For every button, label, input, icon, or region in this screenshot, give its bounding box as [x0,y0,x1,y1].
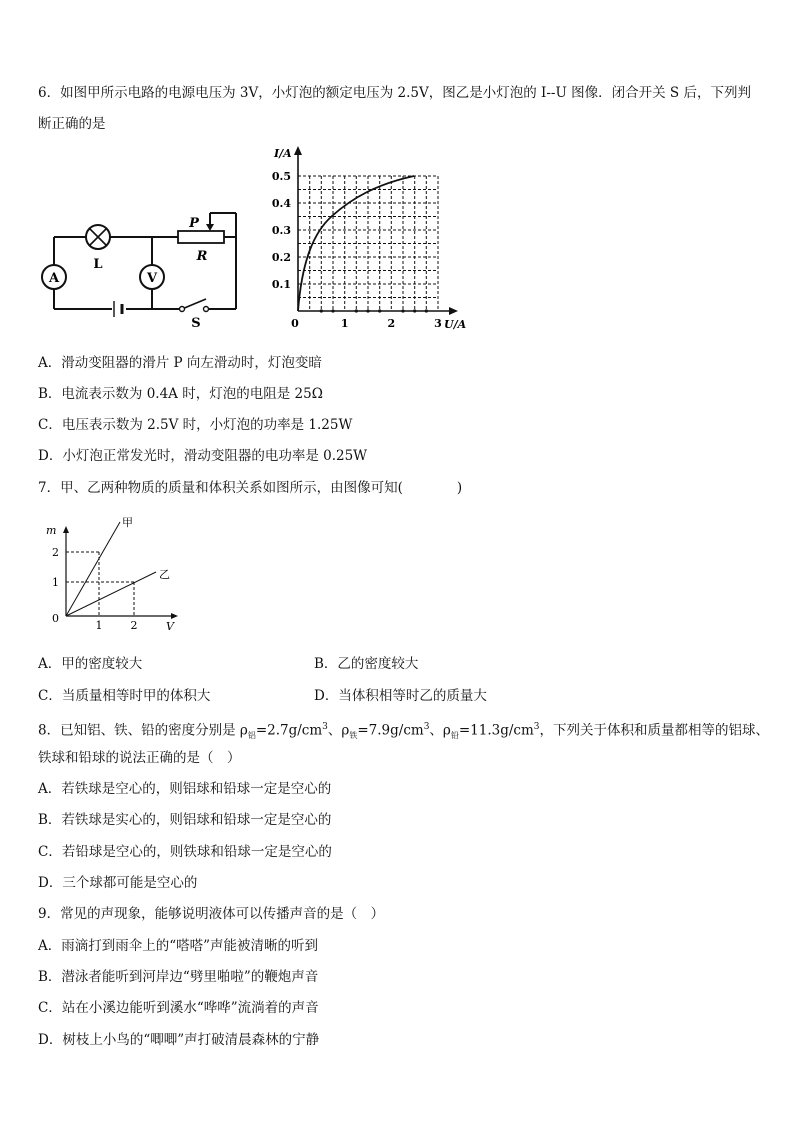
iu-graph [262,140,476,336]
ammeter-label: A [48,271,60,286]
circuit-diagram [34,205,246,333]
q7-stem: 7．甲、乙两种物质的质量和体积关系如图所示，由图像可知( ) [38,480,463,496]
mv-xtick-2: 2 [130,619,138,632]
iu-grid [298,176,438,311]
q8-stem-line1 [38,717,769,746]
q8-val-fe: =7.9g/cm [357,722,424,739]
q8-sep1: 、ρ [327,722,350,739]
q8-sub-fe: 铁 [349,731,358,741]
mv-ylabel: m [46,524,57,537]
q7-option-a: A．甲的密度较大 [38,656,143,672]
iu-ytick-3: 0.3 [271,224,291,237]
mv-yi-label: 乙 [159,568,170,581]
mv-xlabel: V [166,620,174,633]
q9-option-b: B．潜泳者能听到河岸边“劈里啪啦”的鞭炮声音 [38,969,319,985]
q6-stem-line1: 6．如图甲所示电路的电源电压为 3V，小灯泡的额定电压为 2.5V，图乙是小灯泡的 I--U 图像．闭合开关 S 后，下列判 [38,85,751,101]
mv-xtick-1: 1 [95,619,103,632]
iu-xlabel: U/A [444,318,467,331]
mv-jia-label: 甲 [122,516,133,529]
q8-stem-a: 8．已知铝、铁、铅的密度分别是 ρ [38,722,248,739]
q8-sup-al: 3 [322,722,328,732]
iu-xtick-1: 1 [340,317,349,330]
iu-xtick-2: 2 [387,317,396,330]
q8-option-a: A．若铁球是空心的，则铝球和铅球一定是空心的 [38,781,332,797]
q9-option-c: C．站在小溪边能听到溪水“哗哗”流淌着的声音 [38,1000,319,1016]
line-yi [66,572,156,616]
voltmeter-label: V [146,271,158,286]
q8-sep2: 、ρ [429,722,451,739]
q8-val-pb: =11.3g/cm [458,722,534,739]
line-jia [66,522,120,616]
iu-ytick-1: 0.1 [271,278,291,291]
mv-graph [38,512,188,634]
q9-stem: 9．常见的声现象，能够说明液体可以传播声音的是（ ） [38,906,385,922]
q6-option-c: C．电压表示数为 2.5V 时，小灯泡的功率是 1.25W [38,417,353,433]
q7-option-b: B．乙的密度较大 [314,656,419,672]
q6-option-a: A．滑动变阻器的滑片 P 向左滑动时，灯泡变暗 [38,355,322,371]
iu-xtick-3: 3 [434,317,442,330]
q8-option-b: B．若铁球是实心的，则铝球和铅球一定是空心的 [38,812,332,828]
q8-sub-pb: 铅 [450,731,459,741]
q8-sup-pb: 3 [533,722,540,732]
q6-stem-line2: 断正确的是 [38,116,106,132]
iu-ytick-4: 0.4 [271,197,291,210]
mv-ytick-2: 2 [52,546,59,559]
q6-option-b: B．电流表示数为 0.4A 时，灯泡的电阻是 25Ω [38,386,323,402]
q8-option-c: C．若铅球是空心的，则铁球和铅球一定是空心的 [38,844,332,860]
mv-ytick-1: 1 [52,576,59,589]
q9-option-a: A．雨滴打到雨伞上的“嗒嗒”声能被清晰的听到 [38,938,319,954]
switch-label: S [191,316,201,331]
q8-stem-tail: ，下列关于体积和质量都相等的铝球、 [539,722,770,739]
iu-ytick-5: 0.5 [271,170,291,183]
rheostat-label: R [196,249,208,264]
iu-ylabel: I/A [274,147,292,160]
slider-label: P [189,216,199,231]
q8-sub-al: 铝 [247,731,256,741]
q8-sup-fe: 3 [423,722,430,732]
q7-option-d: D．当体积相等时乙的质量大 [314,688,487,704]
q6-option-d: D．小灯泡正常发光时，滑动变阻器的电功率是 0.25W [38,448,368,464]
q9-option-d: D．树枝上小鸟的“唧唧”声打破清晨森林的宁静 [38,1032,320,1048]
q8-val-al: =2.7g/cm [255,722,323,739]
q7-option-c: C．当质量相等时甲的体积大 [38,688,211,704]
mv-origin: 0 [52,612,59,625]
q8-stem-line2: 铁球和铅球的说法正确的是（ ） [38,750,241,766]
iu-ytick-2: 0.2 [271,251,291,264]
q8-option-d: D．三个球都可能是空心的 [38,875,198,891]
lamp-label: L [93,257,103,272]
iu-origin: 0 [291,317,299,330]
